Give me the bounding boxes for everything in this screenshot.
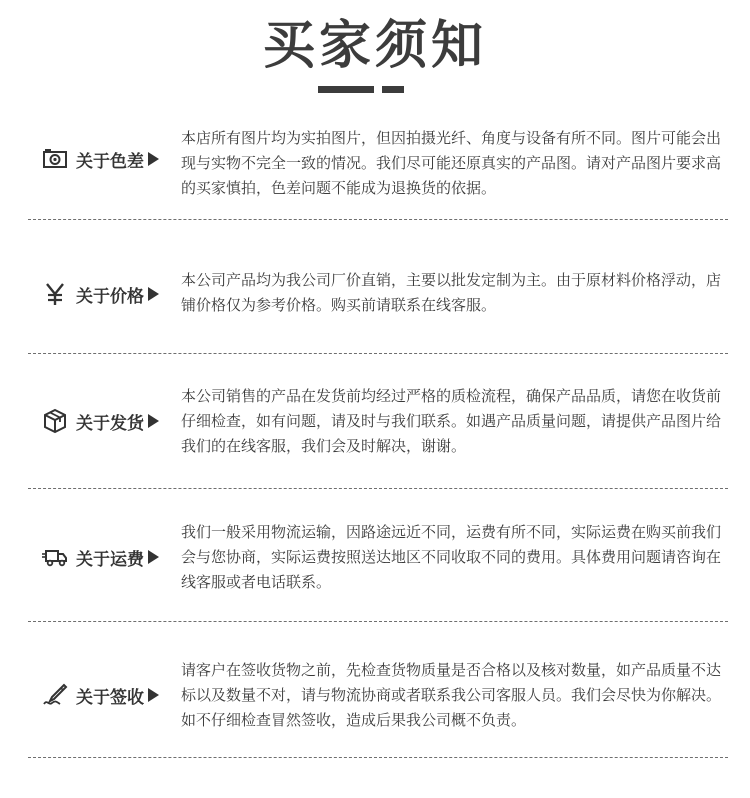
section-color-difference [28, 120, 728, 220]
section-description: 本公司产品均为我公司厂价直销，主要以批发定制为主。由于原材料价格浮动，店铺价格仅为参考价格。购买前请联系在线客服。 [181, 271, 722, 314]
section-freight [28, 489, 728, 622]
section-label-text: 关于发货 [76, 413, 144, 434]
signature-pen-icon [42, 682, 68, 708]
arrow-right-icon [148, 550, 159, 564]
camera-icon [42, 146, 68, 172]
section-label-text: 关于运费 [76, 549, 144, 570]
title-underline-bar-short [382, 86, 404, 93]
title-underline-bar-long [318, 86, 374, 93]
section-signing [28, 622, 728, 758]
section-label-text: 关于签收 [76, 687, 144, 708]
section-description: 本店所有图片均为实拍图片，但因拍摄光纤、角度与设备有所不同。图片可能会出现与实物不完全一致的情况。我们尽可能还原真实的产品图。请对产品图片要求高的买家慎拍，色差问题不能成为退换货的依据。 [181, 129, 722, 197]
section-shipping [28, 354, 728, 489]
package-icon [42, 408, 68, 434]
yen-icon [42, 281, 68, 307]
section-label-text: 关于色差 [76, 151, 144, 172]
title-underline [318, 86, 404, 94]
section-label [42, 680, 159, 710]
truck-icon [42, 544, 68, 570]
arrow-right-icon [148, 688, 159, 702]
section-description: 请客户在签收货物之前，先检查货物质量是否合格以及核对数量，如产品质量不达标以及数量不对，请与物流协商或者联系我公司客服人员。我们会尽快为你解决。如不仔细检查冒然签收，造成后果我公司概不负责。 [181, 661, 722, 729]
page-title: 买家须知 [262, 16, 487, 76]
section-description: 我们一般采用物流运输，因路途远近不同，运费有所不同，实际运费在购买前我们会与您协商，实际运费按照送达地区不同收取不同的费用。具体费用问题请咨询在线客服或者电话联系。 [181, 523, 722, 591]
section-label [42, 144, 159, 174]
arrow-right-icon [148, 152, 159, 166]
section-label-text: 关于价格 [76, 286, 144, 307]
section-label [42, 542, 159, 572]
arrow-right-icon [148, 287, 159, 301]
section-label [42, 406, 159, 436]
section-label [42, 279, 159, 309]
section-description: 本公司销售的产品在发货前均经过严格的质检流程，确保产品品质，请您在收货前仔细检查，如有问题，请及时与我们联系。如遇产品质量问题，请提供产品图片给我们的在线客服，我们会及时解决，谢谢。 [181, 387, 722, 455]
section-price [28, 220, 728, 354]
arrow-right-icon [148, 414, 159, 428]
